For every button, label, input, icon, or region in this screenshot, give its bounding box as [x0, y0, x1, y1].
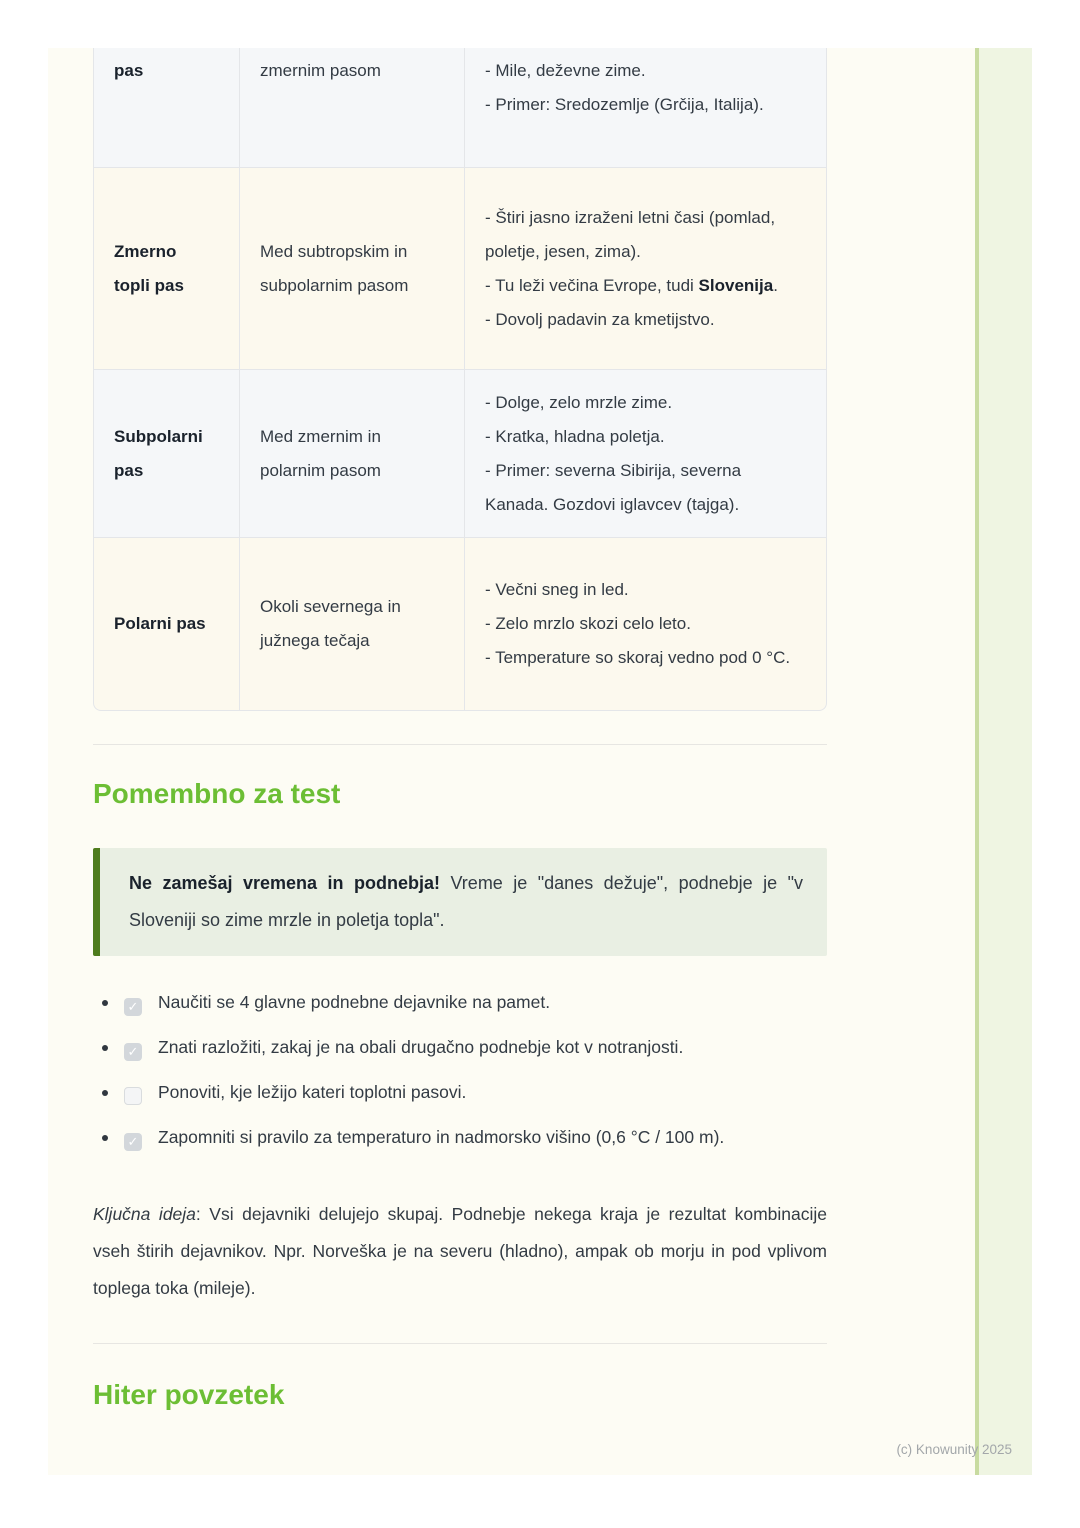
feature-line: - Primer: Sredozemlje (Grčija, Italija).	[485, 95, 764, 114]
checklist-label: Naučiti se 4 glavne podnebne dejavnike na pamet.	[158, 992, 551, 1012]
check-icon: ✓	[127, 1134, 139, 1149]
checkbox-icon[interactable]	[124, 1087, 142, 1105]
feature-line: - Primer: severna Sibirija, severna Kanada. Gozdovi iglavcev (tajga).	[485, 460, 742, 514]
location-cell: Med subtropskim in subpolarnim pasom	[240, 168, 465, 370]
list-item	[93, 980, 827, 1025]
location-cell: Okoli severnega in južnega tečaja	[240, 538, 465, 711]
copyright-watermark: (c) Knowunity 2025	[896, 1442, 1012, 1457]
checkbox-icon[interactable]	[124, 1043, 142, 1061]
feature-line: - Večni sneg in led.	[485, 580, 629, 599]
document-page	[48, 48, 1032, 1475]
climate-zones-table-wrap	[93, 48, 827, 711]
key-idea-paragraph	[93, 1196, 827, 1307]
bullet-icon	[102, 1135, 108, 1141]
bullet-icon	[102, 1045, 108, 1051]
feature-line: - Kratka, hladna poletja.	[485, 426, 665, 446]
features-cell	[465, 168, 827, 370]
table-row	[93, 168, 827, 370]
bullet-icon	[102, 1000, 108, 1006]
callout-text: Vreme je "danes dežuje", podnebje je "v Sloveniji so zime mrzle in poletja topla".	[129, 873, 804, 930]
zone-cell: Polarni pas	[93, 538, 240, 711]
list-item	[93, 1115, 827, 1160]
climate-zones-table	[93, 48, 827, 711]
checklist-label: Zapomniti si pravilo za temperaturo in nadmorsko višino (0,6 °C / 100 m).	[158, 1127, 725, 1147]
key-idea-label: Ključna ideja	[93, 1204, 196, 1224]
feature-line: - Tu leži večina Evrope, tudi Slovenija.	[485, 275, 778, 295]
zone-cell: Subpolarni pas	[93, 370, 240, 538]
important-callout	[93, 848, 827, 956]
bullet-icon	[102, 1090, 108, 1096]
list-item	[93, 1025, 827, 1070]
features-cell	[465, 538, 827, 711]
callout-bold-text: Ne zamešaj vremena in podnebja!	[129, 873, 440, 893]
feature-line: - Dovolj padavin za kmetijstvo.	[485, 309, 715, 329]
zone-cell: pas	[93, 48, 240, 168]
checkbox-icon[interactable]	[124, 998, 142, 1016]
zone-cell: Zmerno topli pas	[93, 168, 240, 370]
check-icon: ✓	[127, 1044, 139, 1059]
section-title-hiter-povzetek: Hiter povzetek	[93, 1379, 285, 1410]
feature-line: - Dolge, zelo mrzle zime.	[485, 392, 673, 412]
table-row	[93, 538, 827, 711]
section-title-pomembno-za-test: Pomembno za test	[93, 778, 341, 809]
checklist-label: Znati razložiti, zakaj je na obali drugačno podnebje kot v notranjosti.	[158, 1037, 684, 1057]
test-checklist	[93, 980, 827, 1160]
key-idea-text: : Vsi dejavniki delujejo skupaj. Podnebje nekega kraja je rezultat kombinacije vseh štirih dejavnikov. Npr. Norveška je na severu (hladno), ampak ob morju in pod vplivom toplega toka (mileje).	[93, 1204, 827, 1298]
features-cell	[465, 48, 827, 168]
divider	[93, 744, 827, 745]
table-row	[93, 370, 827, 538]
location-cell: zmernim pasom	[240, 48, 465, 168]
feature-line: - Mile, deževne zime.	[485, 61, 646, 80]
feature-line: - Zelo mrzlo skozi celo leto.	[485, 614, 691, 633]
checklist-label: Ponoviti, kje ležijo kateri toplotni pasovi.	[158, 1082, 467, 1102]
list-item	[93, 1070, 827, 1115]
feature-line: - Temperature so skoraj vedno pod 0 °C.	[485, 648, 791, 667]
divider	[93, 1343, 827, 1344]
checkbox-icon[interactable]	[124, 1133, 142, 1151]
location-cell: Med zmernim in polarnim pasom	[240, 370, 465, 538]
table-row	[93, 48, 827, 168]
feature-line: - Štiri jasno izraženi letni časi (pomlad, poletje, jesen, zima).	[485, 207, 776, 261]
page-edge-stripe	[975, 48, 1032, 1475]
features-cell	[465, 370, 827, 538]
check-icon: ✓	[127, 999, 139, 1014]
